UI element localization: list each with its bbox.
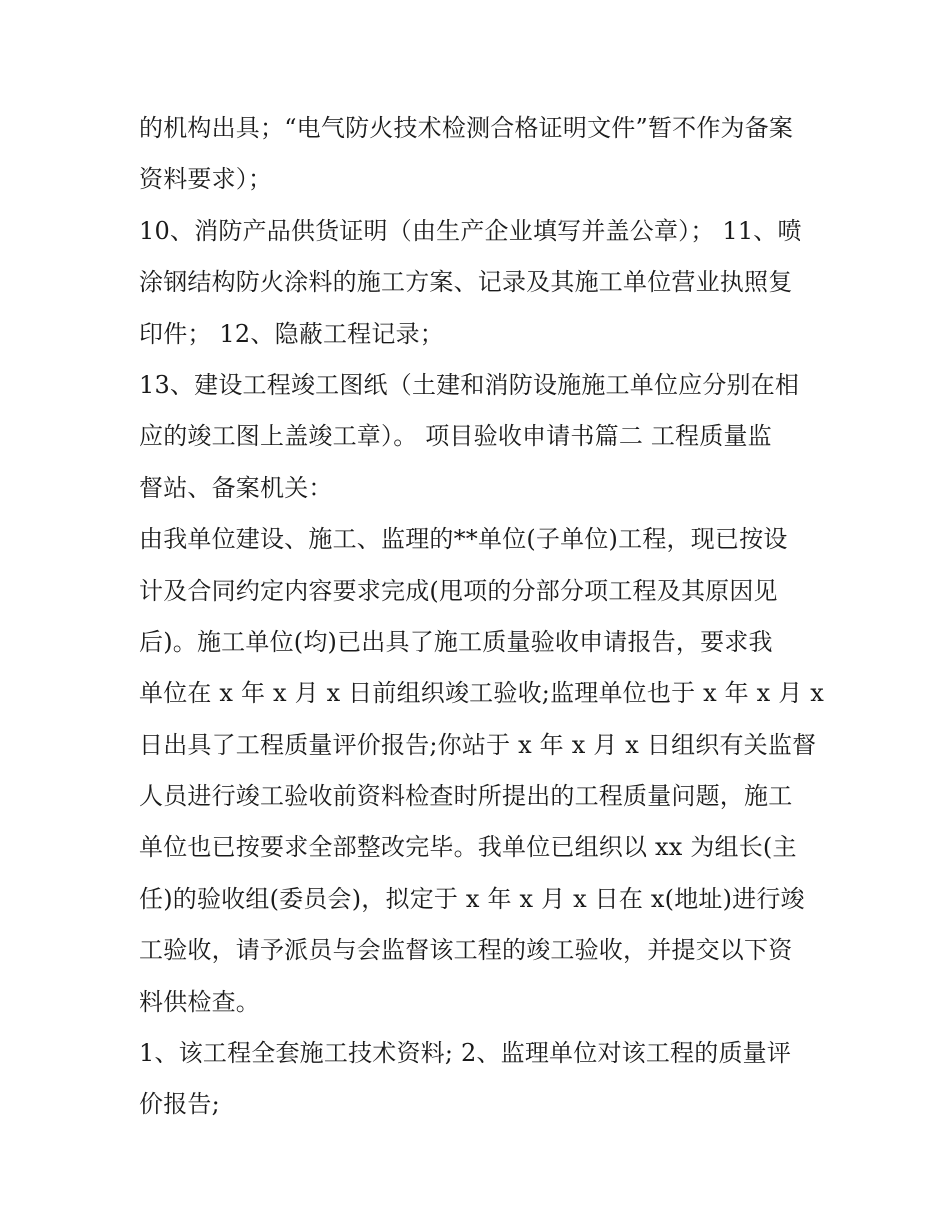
text-line: 价报告; [139, 1090, 220, 1119]
text-line: 资料要求）； [139, 165, 273, 194]
text-line: 工验收，请予派员与会监督该工程的竣工验收，并提交以下资 [139, 936, 793, 965]
text-line: 督站、备案机关： [139, 473, 333, 502]
text-line: 印件； 12、隐蔽工程记录； [139, 319, 444, 348]
text-line: 涂钢结构防火涂料的施工方案、记录及其施工单位营业执照复 [139, 268, 793, 297]
text-line: 1、该工程全套施工技术资料; 2、监理单位对该工程的质量评 [139, 1039, 792, 1068]
text-line: 的机构出具；“电气防火技术检测合格证明文件”暂不作为备案 [139, 114, 794, 142]
text-line: 由我单位建设、施工、监理的**单位(子单位)工程，现已按设 [139, 525, 788, 554]
text-line: 日出具了工程质量评价报告;你站于 x 年 x 月 x 日组织有关监督 [139, 730, 817, 759]
text-line: 13、建设工程竣工图纸（土建和消防设施施工单位应分别在相 [139, 370, 800, 399]
document-body [139, 103, 825, 1131]
text-line: 单位在 x 年 x 月 x 日前组织竣工验收;监理单位也于 x 年 x 月 x [139, 679, 825, 708]
text-line: 后)。施工单位(均)已出具了施工质量验收申请报告，要求我 [139, 627, 773, 656]
text-line: 料供检查。 [139, 987, 260, 1016]
text-line: 人员进行竣工验收前资料检查时所提出的工程质量问题，施工 [139, 782, 793, 811]
text-line: 应的竣工图上盖竣工章）。 项目验收申请书篇二 工程质量监 [139, 422, 772, 451]
text-line: 10、消防产品供货证明（由生产企业填写并盖公章）； 11、喷 [139, 216, 802, 245]
text-line: 计及合同约定内容要求完成(甩项的分部分项工程及其原因见 [139, 576, 778, 605]
text-line: 任)的验收组(委员会)，拟定于 x 年 x 月 x 日在 x(地址)进行竣 [139, 884, 805, 913]
text-line: 单位也已按要求全部整改完毕。我单位已组织以 xx 为组长(主 [139, 833, 797, 862]
